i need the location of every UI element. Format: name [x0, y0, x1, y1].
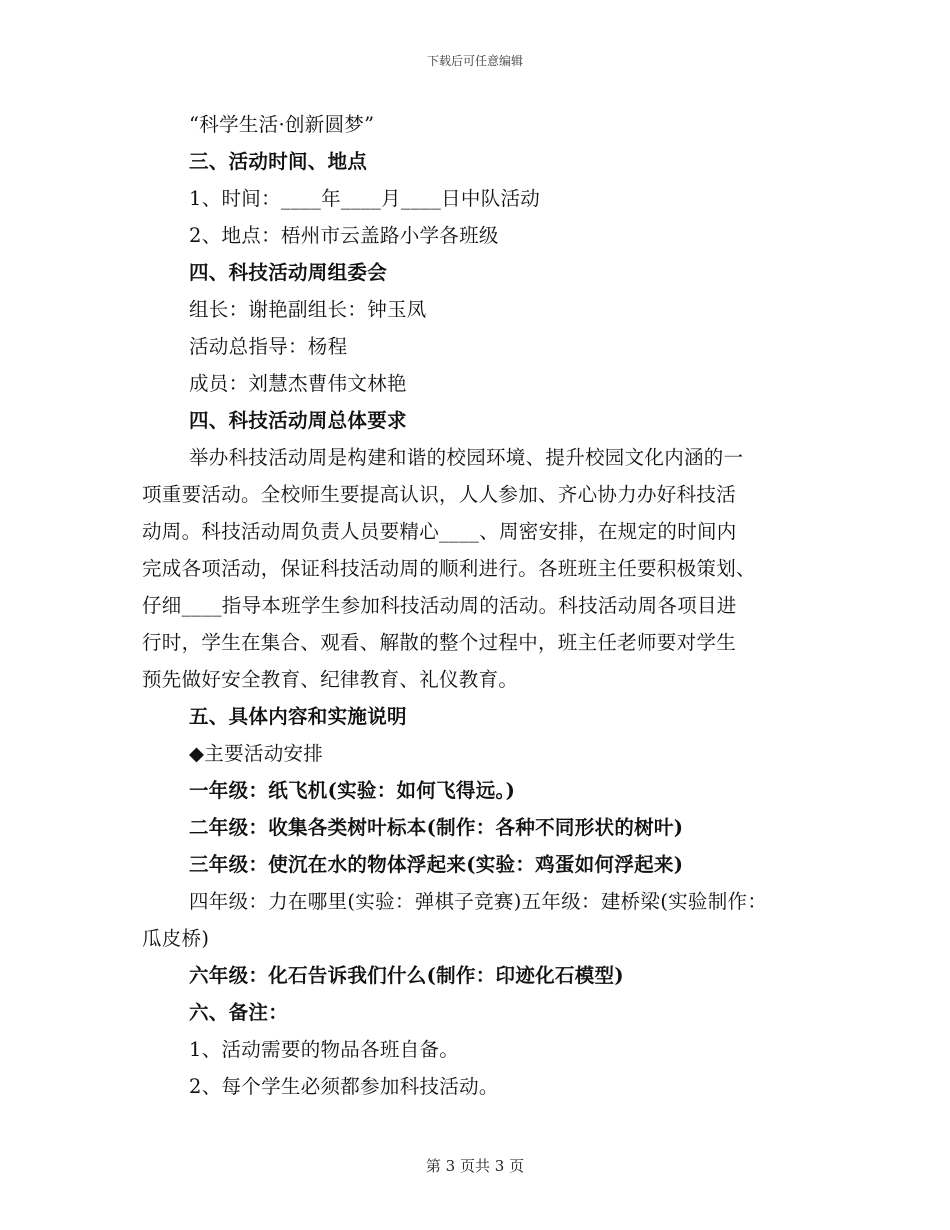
paragraph-line: 举办科技活动周是构建和谐的校园环境、提升校园文化内涵的一 — [189, 446, 744, 469]
grade2-activity: 二年级：收集各类树叶标本(制作：各种不同形状的树叶) — [189, 816, 684, 839]
grade3-activity: 三年级：使沉在水的物体浮起来(实验：鸡蛋如何浮起来) — [189, 853, 684, 876]
paragraph-line: 项重要活动。全校师生要提高认识，人人参加、齐心协力办好科技活 — [142, 483, 737, 506]
paragraph-line: 行时，学生在集合、观看、解散的整个过程中，班主任老师要对学生 — [142, 631, 737, 654]
committee-leader-line: 组长：谢艳副组长：钟玉凤 — [189, 298, 427, 321]
grade5-activity-continued: 瓜皮桥) — [142, 927, 210, 950]
note-1: 1、活动需要的物品各班自备。 — [189, 1038, 460, 1061]
grade4-5-activity: 四年级：力在哪里(实验：弹棋子竞赛)五年级：建桥梁(实验制作： — [189, 890, 768, 913]
committee-director-line: 活动总指导：杨程 — [189, 335, 348, 358]
document-body — [142, 106, 812, 1105]
note-2: 2、每个学生必须都参加科技活动。 — [189, 1075, 499, 1098]
section-heading-notes: 六、备注： — [189, 1001, 289, 1024]
paragraph-line: 预先做好安全教育、纪律教育、礼仪教育。 — [142, 668, 519, 691]
activity-arrangement-heading: ◆主要活动安排 — [189, 742, 324, 765]
paragraph-line: 仔细____指导本班学生参加科技活动周的活动。科技活动周各项目进 — [142, 594, 737, 617]
paragraph-line: 完成各项活动，保证科技活动周的顺利进行。各班班主任要积极策划、 — [142, 557, 756, 580]
grade6-activity: 六年级：化石告诉我们什么(制作：印迹化石模型) — [189, 964, 624, 987]
grade1-activity: 一年级：纸飞机(实验：如何飞得远。) — [189, 779, 516, 802]
section-heading-content: 五、具体内容和实施说明 — [189, 705, 407, 728]
time-line: 1、时间：____年____月____日中队活动 — [189, 187, 541, 210]
section-heading-requirements: 四、科技活动周总体要求 — [189, 409, 407, 432]
section-heading-committee: 四、科技活动周组委会 — [189, 261, 388, 284]
requirements-paragraph — [142, 439, 812, 698]
slogan-line: “科学生活·创新圆梦” — [189, 113, 375, 136]
place-line: 2、地点：梧州市云盖路小学各班级 — [189, 224, 499, 247]
paragraph-line: 动周。科技活动周负责人员要精心____、周密安排，在规定的时间内 — [142, 520, 737, 543]
page-footer: 第 3 页共 3 页 — [425, 1157, 525, 1175]
section-heading-time-place: 三、活动时间、地点 — [189, 150, 368, 173]
committee-members-line: 成员：刘慧杰曹伟文林艳 — [189, 372, 407, 395]
page-header: 下载后可任意编辑 — [426, 54, 523, 68]
